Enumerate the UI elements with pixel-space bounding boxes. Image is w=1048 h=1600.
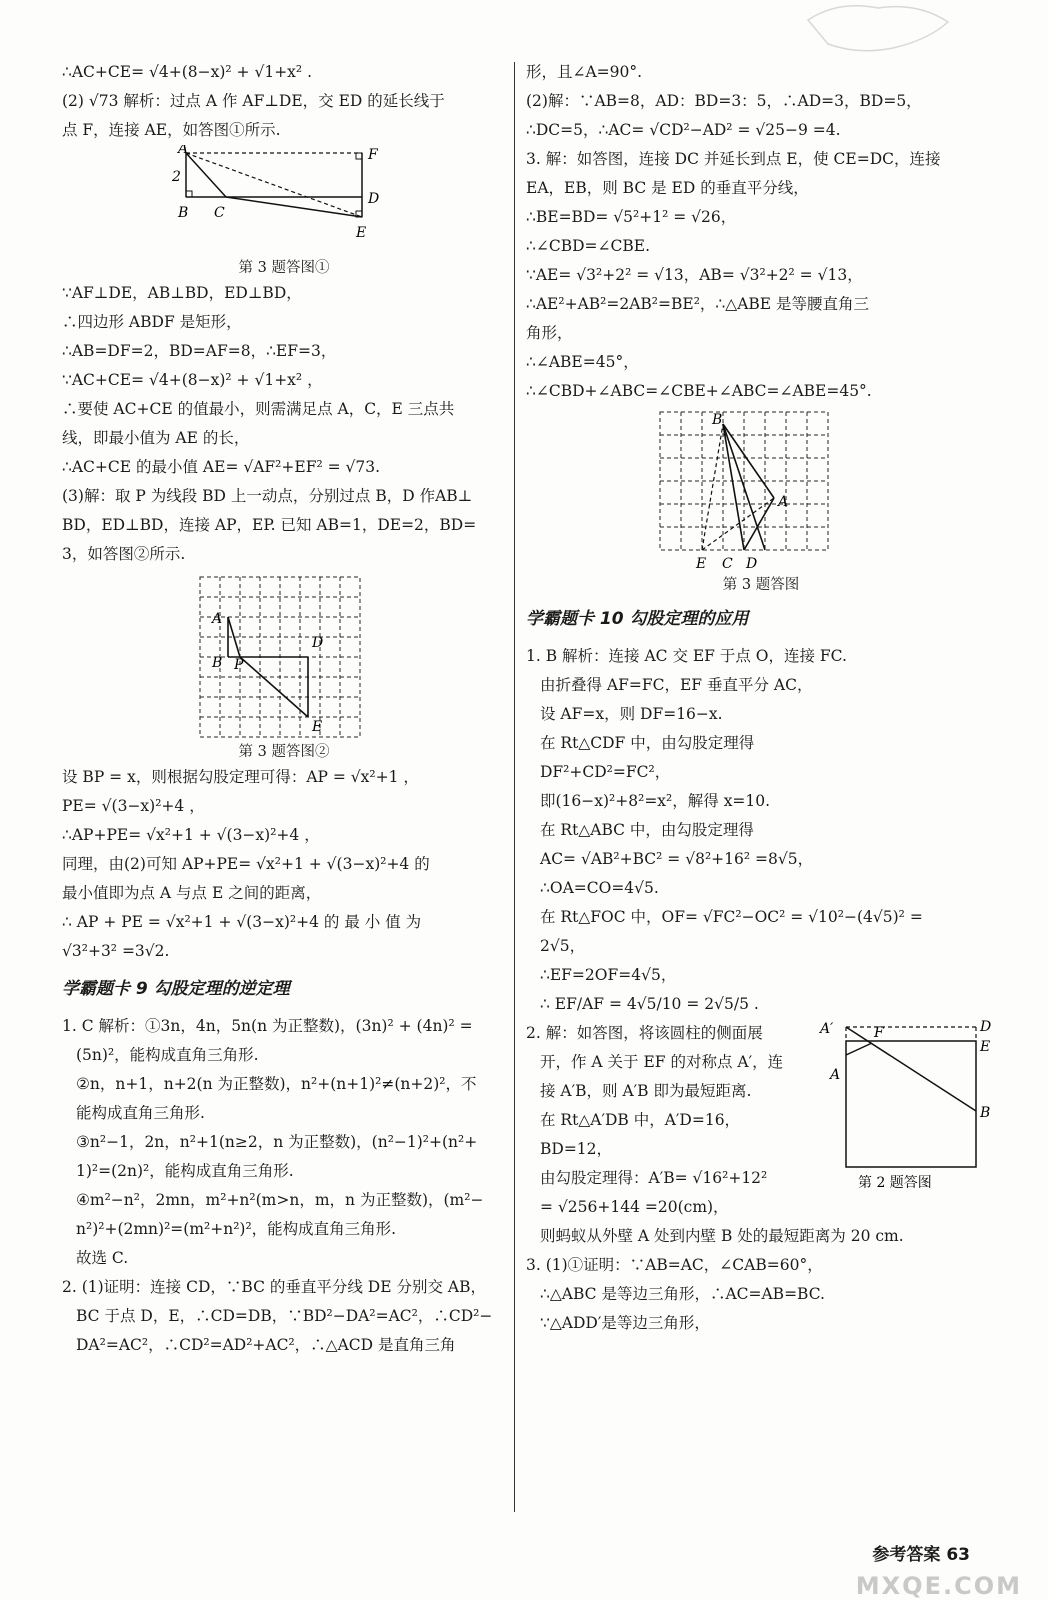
text-line: 设 AF=x，则 DF=16−x. <box>540 705 723 723</box>
text-line: 最小值即为点 A 与点 E 之间的距离， <box>62 884 322 902</box>
text-line: ∴AB=DF=2，BD=AF=8，∴EF=3， <box>62 342 337 360</box>
figure-caption: 第 3 题答图② <box>238 744 330 760</box>
text-line: ∵AF⊥DE，AB⊥BD，ED⊥BD， <box>62 284 302 302</box>
right-column <box>526 58 996 1338</box>
text-line: BD，ED⊥BD，连接 AP，EP. 已知 AB=1，DE=2，BD= <box>62 516 477 534</box>
figure-3-1 <box>62 145 506 257</box>
fig4-label-f: F <box>874 1025 884 1041</box>
fig4-label-b: B <box>980 1105 991 1121</box>
fig4-label-d: D <box>980 1019 992 1035</box>
text-line: (2)解：∵AB=8，AD：BD=3：5，∴AD=3，BD=5， <box>526 92 922 110</box>
figure-3 <box>526 406 996 574</box>
text-line: √3²+3² =3√2. <box>62 942 170 960</box>
text-line: 2. 解：如答图，将该圆柱的侧面展 <box>526 1024 763 1042</box>
text-line: 3. 解：如答图，连接 DC 并延长到点 E，使 CE=DC，连接 <box>526 150 941 168</box>
figure-3-2 <box>62 569 506 741</box>
text-line: 在 Rt△FOC 中，OF= √FC²−OC² = √10²−(4√5)² = <box>540 908 923 926</box>
fig3-label-e: E <box>696 556 707 572</box>
text-line: ∴OA=CO=4√5. <box>540 879 659 897</box>
fig2-label-d: D <box>312 635 324 651</box>
text-line: ∴∠ABE=45°， <box>526 353 639 371</box>
text-line: ∴ AP + PE = √x²+1 + √(3−x)²+4 的 最 小 值 为 <box>62 913 422 931</box>
figure-3-grid <box>526 406 996 574</box>
fig1-label-c: C <box>214 205 225 221</box>
fig2-label-a: A <box>212 611 223 627</box>
text-line: (2) √73 解析：过点 A 作 AF⊥DE，交 ED 的延长线于 <box>62 92 445 110</box>
watermark-logo: MXQE.COM <box>855 1572 1022 1600</box>
text-line: ∵△ADD′是等边三角形， <box>540 1314 710 1332</box>
fig1-label-f: F <box>368 147 378 163</box>
text-line: 开，作 A 关于 EF 的对称点 A′，连 <box>540 1053 784 1071</box>
text-line: BC 于点 D，E，∴CD=DB，∵BD²−DA²=AC²，∴CD²− <box>76 1307 493 1325</box>
fig3-label-a: A <box>778 494 789 510</box>
left-column <box>62 58 506 1360</box>
text-line: 在 Rt△ABC 中，由勾股定理得 <box>540 821 754 839</box>
text-line: 由勾股定理得：A′B= √16²+12² <box>540 1169 768 1187</box>
text-line: 形，且∠A=90°. <box>526 63 643 81</box>
text-line: 由折叠得 AF=FC，EF 垂直平分 AC， <box>540 676 813 694</box>
fig3-label-b: B <box>712 412 723 428</box>
text-line: ④m²−n²，2mn，m²+n²(m>n，m，n 为正整数)，(m²− <box>76 1191 484 1209</box>
text-line: ∴△ABC 是等边三角形，∴AC=AB=BC. <box>540 1285 825 1303</box>
text-line: n²)²+(2mn)²=(m²+n²)²，能构成直角三角形. <box>76 1220 397 1238</box>
text-line: DA²=AC²，∴CD²=AD²+AC²，∴△ACD 是直角三角 <box>76 1336 456 1354</box>
text-line: ②n，n+1，n+2(n 为正整数)，n²+(n+1)²≠(n+2)²，不 <box>76 1075 477 1093</box>
text-line: ∴∠CBD=∠CBE. <box>526 237 650 255</box>
fig1-label-e: E <box>356 225 367 241</box>
text-line: ∴四边形 ABDF 是矩形， <box>62 313 242 331</box>
page-number: 63 <box>946 1545 970 1565</box>
text-line: 在 Rt△A′DB 中，A′D=16， <box>540 1111 741 1129</box>
text-line: ∴AC+CE 的最小值 AE= √AF²+EF² = √73. <box>62 458 381 476</box>
figure-caption: 第 3 题答图 <box>722 577 800 593</box>
text-line: 3，如答图②所示. <box>62 545 186 563</box>
text-line: PE= √(3−x)²+4 ， <box>62 797 205 815</box>
text-line: 线，即最小值为 AE 的长， <box>62 429 250 447</box>
text-line: 即(16−x)²+8²=x²，解得 x=10. <box>540 792 771 810</box>
fig2-label-b: B <box>212 655 223 671</box>
text-line: 1)²=(2n)²，能构成直角三角形. <box>76 1162 294 1180</box>
text-line: ∴要使 AC+CE 的值最小，则需满足点 A，C，E 三点共 <box>62 400 455 418</box>
figure-2-diagram <box>806 1019 996 1199</box>
fig1-label-d: D <box>368 191 380 207</box>
text-line: 则蚂蚁从外壁 A 处到内壁 B 处的最短距离为 20 cm. <box>540 1227 904 1245</box>
text-line: ∴∠CBD+∠ABC=∠CBE+∠ABC=∠ABE=45°. <box>526 382 872 400</box>
text-line: 设 BP = x，则根据勾股定理可得：AP = √x²+1 ， <box>62 768 419 786</box>
text-line: 1. C 解析：①3n，4n，5n(n 为正整数)，(3n)² + (4n)² = <box>62 1017 473 1035</box>
text-line: ∴ EF/AF = 4√5/10 = 2√5/5 . <box>540 995 759 1013</box>
fig4-label-a-prime: A′ <box>820 1021 834 1037</box>
text-line: ∴DC=5，∴AC= √CD²−AD² = √25−9 =4. <box>526 121 841 139</box>
text-line: 在 Rt△CDF 中，由勾股定理得 <box>540 734 755 752</box>
column-divider <box>514 62 515 1512</box>
text-line: 2. (1)证明：连接 CD，∵BC 的垂直平分线 DE 分别交 AB， <box>62 1278 486 1296</box>
page-footer <box>872 1540 970 1565</box>
figure-3-1-diagram <box>62 145 506 257</box>
text-line: ∴AC+CE= √4+(8−x)² + √1+x² . <box>62 63 312 81</box>
figure-2 <box>806 1019 996 1222</box>
text-line: 故选 C. <box>76 1249 129 1267</box>
text-line: ∴BE=BD= √5²+1² = √26， <box>526 208 737 226</box>
figure-caption: 第 3 题答图① <box>238 260 330 276</box>
text-line: ∴AP+PE= √x²+1 + √(3−x)²+4 ， <box>62 826 320 844</box>
question-2-block <box>526 1019 996 1222</box>
text-line: ③n²−1，2n，n²+1(n≥2，n 为正整数)，(n²−1)²+(n²+ <box>76 1133 478 1151</box>
text-line: ∵AE= √3²+2² = √13，AB= √3²+2² = √13， <box>526 266 863 284</box>
text-line: AC= √AB²+BC² = √8²+16² =8√5， <box>540 850 814 868</box>
figure-3-2-grid <box>62 569 506 741</box>
fig3-label-d: D <box>746 556 758 572</box>
text-line: 同理，由(2)可知 AP+PE= √x²+1 + √(3−x)²+4 的 <box>62 855 430 873</box>
text-line: 点 F，连接 AE，如答图①所示. <box>62 121 281 139</box>
text-line: 能构成直角三角形. <box>76 1104 205 1122</box>
text-line: ∴AE²+AB²=2AB²=BE²，∴△ABE 是等腰直角三 <box>526 295 870 313</box>
text-line: BD=12， <box>540 1140 613 1158</box>
fig2-label-p: P <box>234 657 244 673</box>
text-line: 2√5， <box>540 937 586 955</box>
text-line: 接 A′B，则 A′B 即为最短距离. <box>540 1082 752 1100</box>
text-line: (3)解：取 P 为线段 BD 上一动点，分别过点 B，D 作AB⊥ <box>62 487 473 505</box>
fig3-label-c: C <box>722 556 733 572</box>
text-line: ∵AC+CE= √4+(8−x)² + √1+x² ， <box>62 371 323 389</box>
section-heading-10: 学霸题卡 10 勾股定理的应用 <box>526 609 749 629</box>
text-line: (5n)²，能构成直角三角形. <box>76 1046 259 1064</box>
text-line: 角形， <box>526 324 573 342</box>
text-line: EA，EB，则 BC 是 ED 的垂直平分线， <box>526 179 809 197</box>
section-heading-9: 学霸题卡 9 勾股定理的逆定理 <box>62 979 290 999</box>
text-line: = √256+144 =20(cm)， <box>540 1198 729 1216</box>
fig2-label-e: E <box>312 719 323 735</box>
footer-label: 参考答案 <box>872 1545 941 1565</box>
fig4-caption: 第 2 题答图 <box>858 1175 932 1191</box>
text-line: 1. B 解析：连接 AC 交 EF 于点 O，连接 FC. <box>526 647 847 665</box>
fig1-label-2: 2 <box>172 169 181 185</box>
text-line: ∴EF=2OF=4√5， <box>540 966 677 984</box>
fig1-label-a: A <box>178 145 189 157</box>
corner-decoration <box>798 0 958 58</box>
fig4-label-a: A <box>830 1067 841 1083</box>
fig1-label-b: B <box>178 205 189 221</box>
fig4-label-e: E <box>980 1039 991 1055</box>
text-line: DF²+CD²=FC²， <box>540 763 671 781</box>
text-line: 3. (1)①证明：∵AB=AC，∠CAB=60°， <box>526 1256 823 1274</box>
